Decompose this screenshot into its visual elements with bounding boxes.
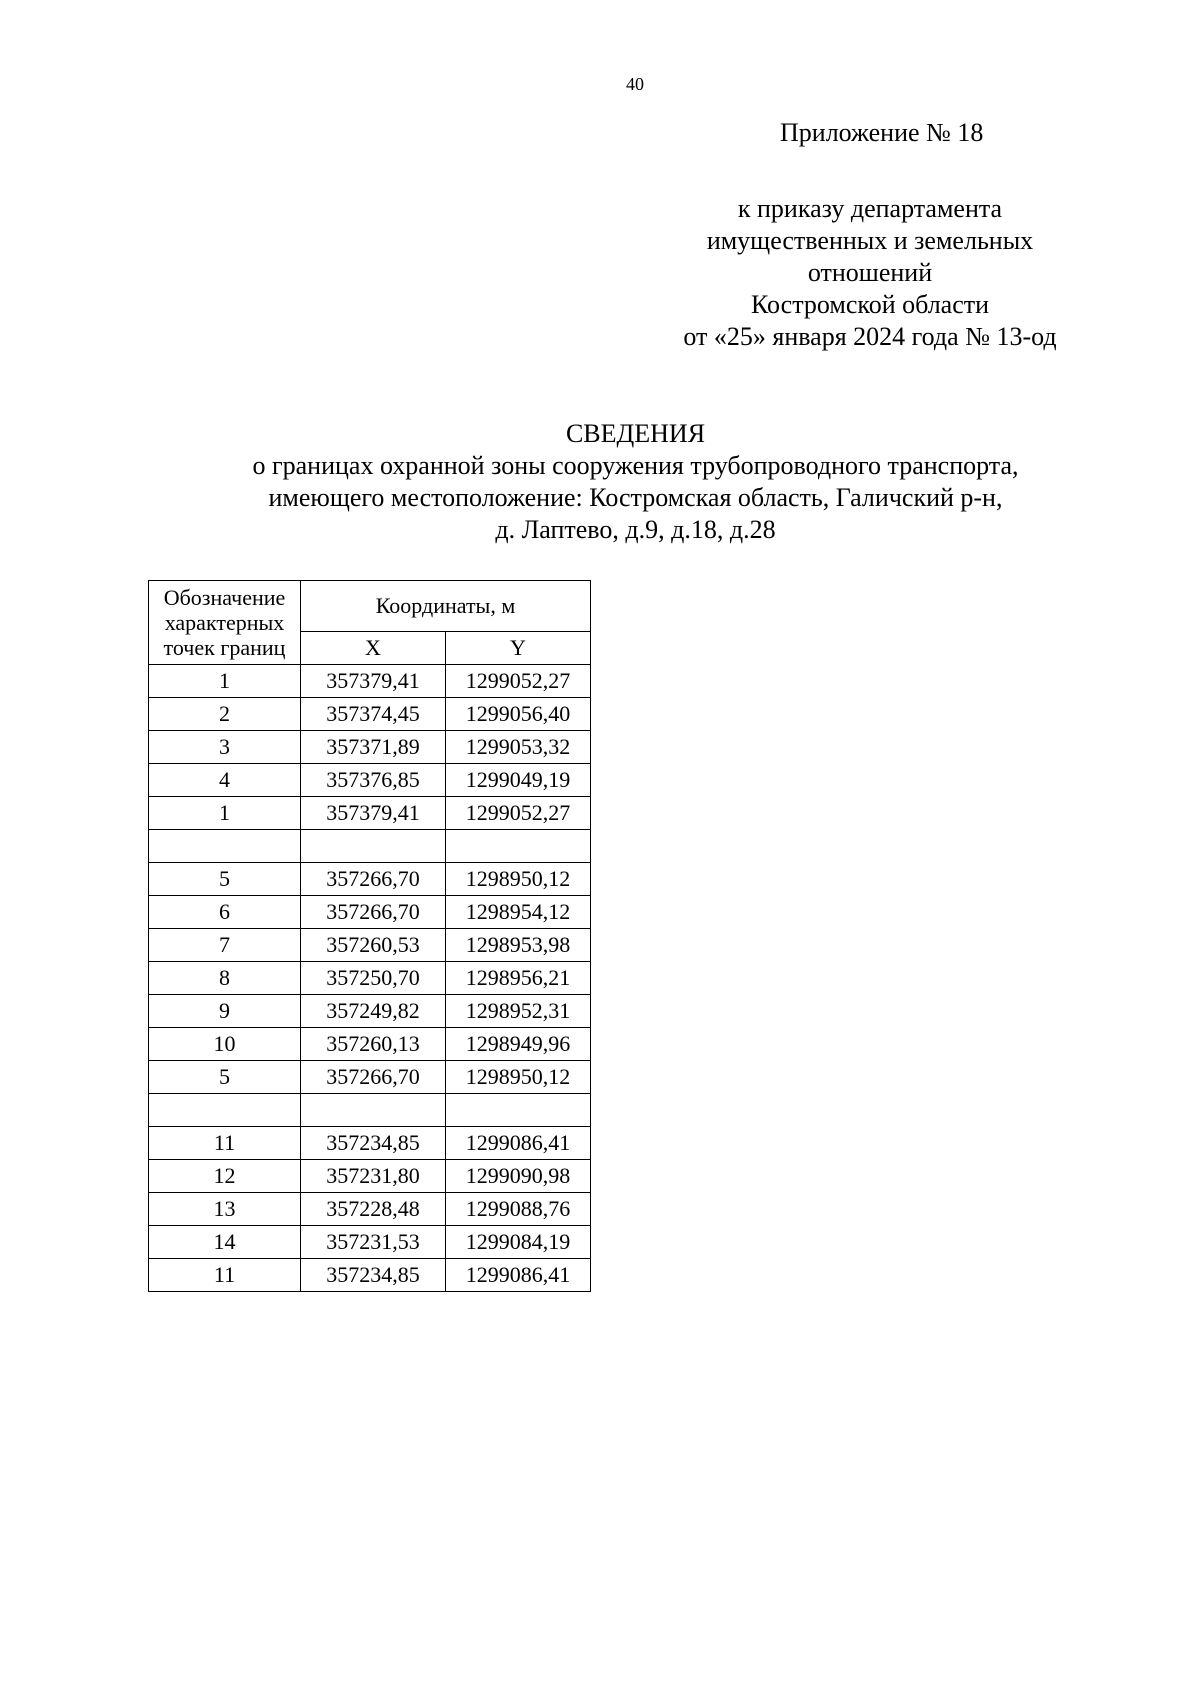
table-row <box>149 764 591 797</box>
heading-line: имеющего местоположение: Костромская область, Галичский р-н, <box>268 483 1003 512</box>
cell-point: 5 <box>149 863 301 896</box>
cell-point: 8 <box>149 962 301 995</box>
cell-y: 1299086,41 <box>446 1259 591 1292</box>
cell-x: 357379,41 <box>301 665 446 698</box>
order-line: Костромской области <box>750 290 990 319</box>
cell-x: 357260,53 <box>301 929 446 962</box>
header-point-line: Обозначение <box>163 585 286 610</box>
cell-x: 357266,70 <box>301 1061 446 1094</box>
cell-x: 357374,45 <box>301 698 446 731</box>
header-point-designation <box>149 581 301 665</box>
cell-x: 357266,70 <box>301 863 446 896</box>
cell-y: 1298952,31 <box>446 995 591 1028</box>
cell-point: 12 <box>149 1160 301 1193</box>
cell-x: 357234,85 <box>301 1127 446 1160</box>
cell-point: 1 <box>149 797 301 830</box>
cell-y: 1299052,27 <box>446 797 591 830</box>
coordinates-table <box>148 580 591 1292</box>
cell-x: 357231,53 <box>301 1226 446 1259</box>
table-row <box>149 1127 591 1160</box>
header-point-line: точек границ <box>163 635 286 660</box>
cell-point: 4 <box>149 764 301 797</box>
table-row <box>149 731 591 764</box>
cell-x <box>301 830 446 863</box>
cell-y: 1299088,76 <box>446 1193 591 1226</box>
cell-y: 1298950,12 <box>446 863 591 896</box>
header-y: Y <box>446 632 591 665</box>
table-row <box>149 1226 591 1259</box>
cell-point: 11 <box>149 1259 301 1292</box>
cell-point: 14 <box>149 1226 301 1259</box>
cell-x: 357266,70 <box>301 896 446 929</box>
cell-y: 1298953,98 <box>446 929 591 962</box>
cell-y <box>446 1094 591 1127</box>
cell-point: 2 <box>149 698 301 731</box>
appendix-title: Приложение № 18 <box>780 118 984 147</box>
cell-point: 6 <box>149 896 301 929</box>
cell-y: 1299049,19 <box>446 764 591 797</box>
header-coordinates: Координаты, м <box>301 581 591 632</box>
cell-y: 1299056,40 <box>446 698 591 731</box>
document-title: СВЕДЕНИЯ <box>565 419 706 448</box>
table-row <box>149 896 591 929</box>
cell-x: 357260,13 <box>301 1028 446 1061</box>
cell-point: 3 <box>149 731 301 764</box>
cell-y: 1299090,98 <box>446 1160 591 1193</box>
cell-point <box>149 1094 301 1127</box>
cell-x: 357379,41 <box>301 797 446 830</box>
cell-y: 1299084,19 <box>446 1226 591 1259</box>
cell-x: 357234,85 <box>301 1259 446 1292</box>
cell-x: 357249,82 <box>301 995 446 1028</box>
table-row <box>149 830 591 863</box>
cell-x: 357376,85 <box>301 764 446 797</box>
header-point-line: характерных <box>164 610 285 635</box>
order-line: имущественных и земельных <box>706 226 1034 255</box>
table-row <box>149 665 591 698</box>
cell-x: 357231,80 <box>301 1160 446 1193</box>
cell-y: 1298949,96 <box>446 1028 591 1061</box>
table-row <box>149 863 591 896</box>
table-row <box>149 797 591 830</box>
table-row <box>149 929 591 962</box>
cell-y: 1299053,32 <box>446 731 591 764</box>
table-row <box>149 995 591 1028</box>
table-row <box>149 1094 591 1127</box>
order-line: от «25» января 2024 года № 13-од <box>683 322 1057 351</box>
cell-point: 7 <box>149 929 301 962</box>
cell-y: 1298950,12 <box>446 1061 591 1094</box>
order-line: к приказу департамента <box>737 194 1003 223</box>
heading-line: о границах охранной зоны сооружения трубопроводного транспорта, <box>252 451 1019 480</box>
cell-x: 357228,48 <box>301 1193 446 1226</box>
cell-point: 5 <box>149 1061 301 1094</box>
table-row <box>149 1061 591 1094</box>
header-x: X <box>301 632 446 665</box>
cell-point: 9 <box>149 995 301 1028</box>
cell-x: 357371,89 <box>301 731 446 764</box>
table-row <box>149 962 591 995</box>
cell-x <box>301 1094 446 1127</box>
cell-point <box>149 830 301 863</box>
cell-point: 13 <box>149 1193 301 1226</box>
table-row <box>149 1259 591 1292</box>
order-reference <box>660 193 1080 353</box>
cell-x: 357250,70 <box>301 962 446 995</box>
cell-point: 1 <box>149 665 301 698</box>
table-row <box>149 1028 591 1061</box>
order-line: отношений <box>807 258 933 287</box>
cell-y: 1299052,27 <box>446 665 591 698</box>
cell-y: 1298954,12 <box>446 896 591 929</box>
table-row <box>149 1193 591 1226</box>
cell-point: 11 <box>149 1127 301 1160</box>
page-number: 40 <box>626 74 644 94</box>
cell-y <box>446 830 591 863</box>
cell-y: 1299086,41 <box>446 1127 591 1160</box>
cell-y: 1298956,21 <box>446 962 591 995</box>
document-heading <box>160 418 1111 546</box>
heading-line: д. Лаптево, д.9, д.18, д.28 <box>495 515 776 544</box>
table-row <box>149 1160 591 1193</box>
cell-point: 10 <box>149 1028 301 1061</box>
table-row <box>149 698 591 731</box>
